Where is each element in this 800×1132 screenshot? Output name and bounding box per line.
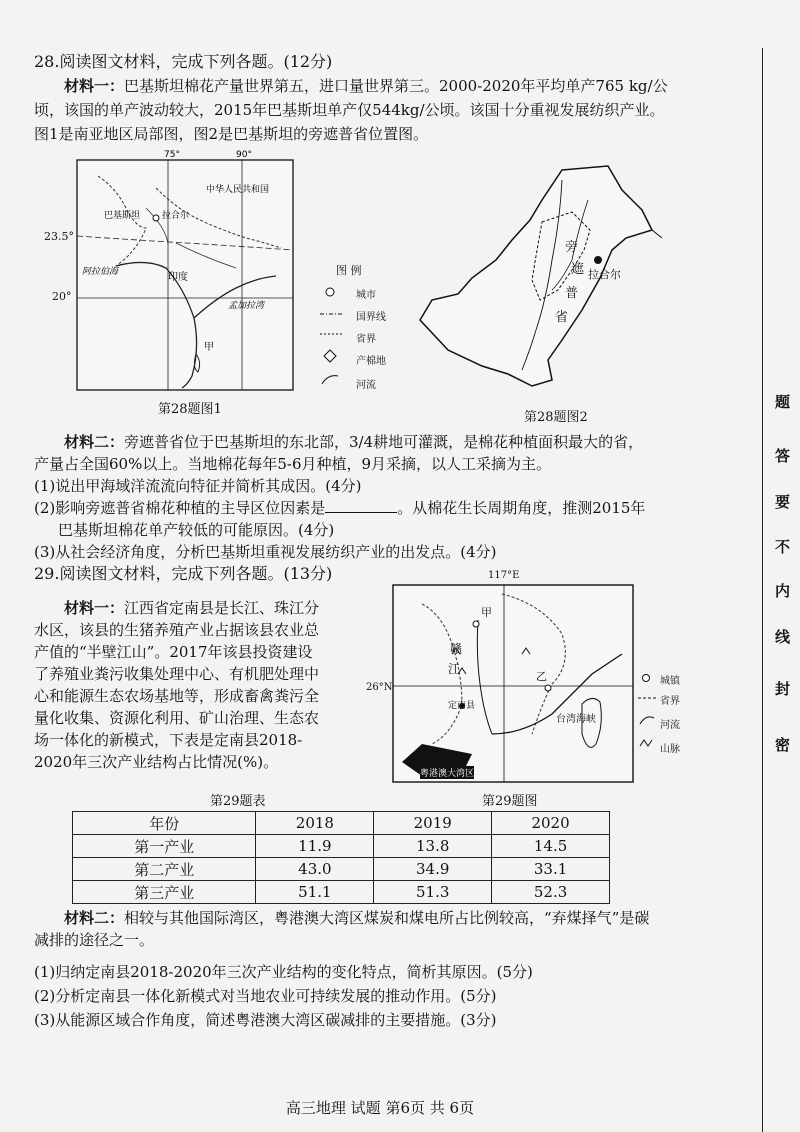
svg-text:孟加拉湾: 孟加拉湾 — [228, 301, 265, 311]
q29-m1-line5: 量化收集、资源化利用、矿山治理、生态农 — [34, 709, 320, 727]
table-cell: 33.1 — [492, 858, 610, 881]
fig29-lon: 117°E — [488, 570, 520, 581]
q29-legend-symbols — [636, 672, 660, 752]
table-cell: 51.1 — [256, 881, 374, 904]
q28-material1-line1 — [64, 76, 668, 96]
table-header: 2019 — [374, 812, 492, 835]
table-header: 2018 — [256, 812, 374, 835]
q29-industry-table — [72, 811, 610, 904]
fig29-dingnan: 定南县 — [448, 701, 476, 711]
q29-material1-label: 材料一： — [64, 599, 125, 617]
q28-material2-line1 — [64, 432, 643, 452]
table-row — [73, 881, 610, 904]
binding-char: 密 — [775, 736, 791, 754]
fig1-lon-90: 90° — [236, 150, 252, 160]
page-footer: 高三地理 试题 第6页 共 6页 — [285, 1099, 475, 1117]
fig2-caption: 第28题图2 — [524, 410, 588, 425]
q28-material1-label: 材料一： — [64, 77, 125, 95]
q29-m1-line2: 产值的“半壁江山”。2017年该县投资建设 — [34, 643, 313, 661]
fig1-caption: 第28题图1 — [158, 402, 222, 417]
q29-m1-line3: 了养殖业粪污收集处理中心、有机肥处理中 — [34, 665, 320, 683]
q29-subq1: (1)归纳定南县2018-2020年三次产业结构的变化特点，简析其原因。(5分) — [34, 963, 533, 981]
legend-border: 国界线 — [356, 312, 386, 323]
q29-material2-text: 相较与其他国际湾区，粤港澳大湾区煤炭和煤电所占比例较高，“弃煤择气”是碳 — [124, 909, 650, 927]
q29-m1-line0 — [64, 598, 319, 618]
fig29-lat: 26°N — [366, 682, 393, 693]
q28-subq2-cont: 巴基斯坦棉花单产较低的可能原因。(4分) — [58, 521, 335, 539]
table-cell: 11.9 — [256, 835, 374, 858]
q29-title: 29.阅读图文材料，完成下列各题。(13分) — [34, 564, 333, 583]
table-cell: 51.3 — [374, 881, 492, 904]
table-cell: 43.0 — [256, 858, 374, 881]
binding-char: 封 — [775, 680, 791, 698]
q28-subq3: (3)从社会经济角度，分析巴基斯坦重视发展纺织产业的出发点。(4分) — [34, 543, 497, 561]
legend-city: 城市 — [356, 290, 376, 301]
fig29-yi: 乙 — [536, 670, 547, 683]
table-row — [73, 858, 610, 881]
q29-figure-map — [392, 584, 634, 784]
q29-material2-label: 材料二： — [64, 909, 125, 927]
q28-material1-line3: 图1是南亚地区局部图，图2是巴基斯坦的旁遮普省位置图。 — [34, 125, 429, 143]
q28-material1-line2: 顷，该国的单产波动较大，2015年巴基斯坦单产仅544kg/公顷。该国十分重视发展纺织产业。 — [34, 101, 665, 119]
table-header-row — [73, 812, 610, 835]
q29-m1-line6: 场一体化的新模式，下表是定南县2018- — [34, 731, 303, 749]
fig29-caption: 第29题图 — [482, 794, 538, 809]
q29-legend-river: 河流 — [660, 720, 680, 731]
svg-text:阿拉伯海: 阿拉伯海 — [82, 267, 119, 277]
legend-title: 图 例 — [336, 264, 362, 277]
fig2-pang: 旁 — [565, 240, 579, 255]
fig2-lahore: 拉合尔 — [588, 268, 621, 281]
fig29-jiang: 江 — [448, 662, 461, 676]
q29-m1-line4: 心和能源生态农场基地等，形成畜禽粪污全 — [34, 687, 320, 705]
legend-river: 河流 — [356, 380, 376, 391]
svg-text:巴基斯坦: 巴基斯坦 — [104, 211, 141, 221]
q29-subq2: (2)分析定南县一体化新模式对当地农业可持续发展的推动作用。(5分) — [34, 987, 497, 1005]
fig2-pu: 普 — [565, 286, 579, 301]
fig1-lat-20: 20° — [52, 290, 72, 303]
table-row — [73, 835, 610, 858]
q28-subq2 — [34, 498, 645, 518]
binding-line — [762, 48, 763, 1132]
fig29-taiwan-strait: 台湾海峡 — [556, 714, 596, 725]
fig29-jia: 甲 — [481, 606, 492, 619]
svg-text:拉合尔: 拉合尔 — [162, 211, 190, 221]
q28-subq2-b: 。从棉花生长周期角度，推测2015年 — [397, 499, 646, 517]
q28-material1-text: 巴基斯坦棉花产量世界第五，进口量世界第三。2000-2020年平均单产765 kg/公 — [124, 77, 668, 95]
fig2-sheng: 省 — [555, 310, 569, 325]
q29-m1-line7: 2020年三次产业结构占比情况(%)。 — [34, 753, 279, 771]
q28-material2-text: 旁遮普省位于巴基斯坦的东北部，3/4耕地可灌溉，是棉花种植面积最大的省， — [124, 433, 644, 451]
table-cell: 14.5 — [492, 835, 610, 858]
q28-answer-blank[interactable] — [325, 498, 397, 513]
q29-subq3: (3)从能源区域合作角度，简述粤港澳大湾区碳减排的主要措施。(3分) — [34, 1011, 497, 1029]
fig29-gan: 赣 — [450, 642, 463, 656]
table-cell: 第一产业 — [73, 835, 256, 858]
q28-subq2-a: (2)影响旁遮普省棉花种植的主导区位因素是 — [34, 499, 326, 517]
q28-figure2-map — [412, 160, 662, 400]
svg-text:印度: 印度 — [168, 272, 188, 283]
table-header: 2020 — [492, 812, 610, 835]
legend-symbols — [318, 284, 354, 394]
legend-cotton: 产棉地 — [356, 356, 386, 367]
binding-char: 题 — [775, 393, 791, 411]
svg-text:甲: 甲 — [204, 342, 214, 353]
table-header: 年份 — [73, 812, 256, 835]
q28-title: 28.阅读图文材料，完成下列各题。(12分) — [34, 52, 333, 71]
q28-subq1: (1)说出甲海域洋流流向特征并简析其成因。(4分) — [34, 477, 362, 495]
q28-material2-line2: 产量占全国60%以上。当地棉花每年5-6月种植，9月采摘，以人工采摘为主。 — [34, 455, 552, 473]
q29-m1-line1: 水区，该县的生猪养殖产业占据该县农业总 — [34, 621, 320, 639]
table-cell: 34.9 — [374, 858, 492, 881]
q29-legend-mountain: 山脉 — [660, 744, 680, 755]
binding-char: 不 — [775, 538, 791, 556]
q29-table-caption: 第29题表 — [210, 794, 266, 809]
fig1-lat-23-5: 23.5° — [44, 230, 74, 243]
binding-char: 答 — [775, 447, 791, 465]
binding-char: 线 — [775, 628, 791, 646]
q29-material2-line1 — [64, 908, 649, 928]
binding-char: 要 — [775, 493, 791, 511]
q28-material2-label: 材料二： — [64, 433, 125, 451]
table-cell: 13.8 — [374, 835, 492, 858]
table-cell: 52.3 — [492, 881, 610, 904]
svg-text:中华人民共和国: 中华人民共和国 — [206, 185, 270, 195]
table-cell: 第三产业 — [73, 881, 256, 904]
q29-material2-line2: 减排的途径之一。 — [34, 931, 155, 949]
q29-legend-province: 省界 — [660, 696, 680, 707]
legend-province: 省界 — [356, 334, 376, 345]
table-cell: 第二产业 — [73, 858, 256, 881]
q29-m1-text0: 江西省定南县是长江、珠江分 — [124, 599, 320, 617]
q28-figure1-map — [76, 148, 296, 392]
fig29-gba: 粤港澳大湾区 — [420, 766, 474, 779]
binding-char: 内 — [775, 582, 791, 600]
fig2-zhe: 遮 — [571, 262, 585, 277]
fig1-lon-75: 75° — [164, 150, 180, 160]
q29-legend-town: 城镇 — [660, 676, 680, 687]
